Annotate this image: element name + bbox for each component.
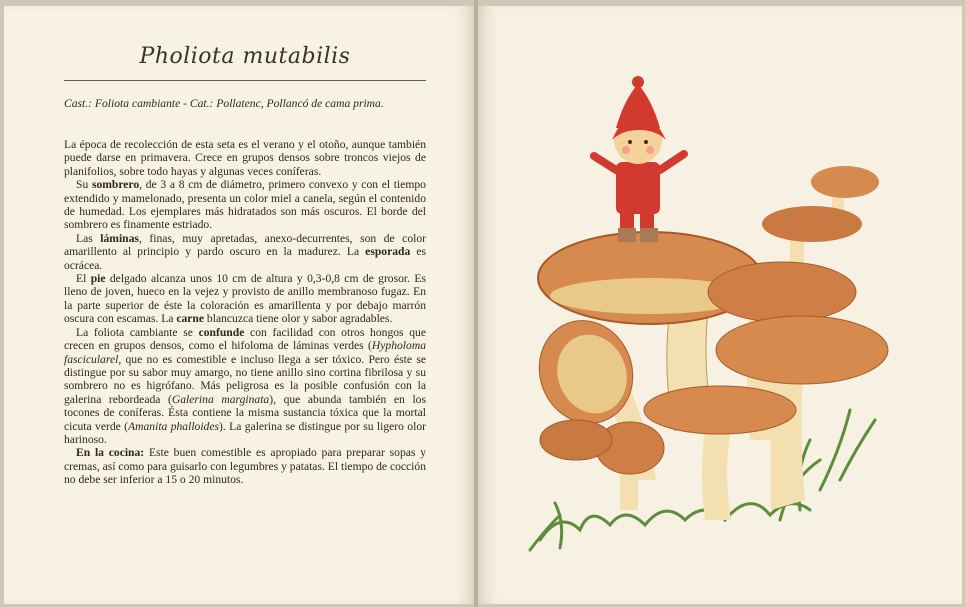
title-divider [64,80,426,81]
text-run: , de 3 a 8 cm de diámetro, primero convexo y con el tiempo extendido y mamelonado, presenta un color miel a canela, según el contenido de humedad. Los ejemplares más hidratados son más oscuros. El borde del sombrero es finamente estriado. [64,178,426,232]
text-run: Su [76,178,92,192]
bold-term: láminas [100,231,139,245]
text-run: delgado alcanza unos 10 cm de altura y 0,3-0,8 cm de grosor. Es lleno de joven, hueco en la vejez y provisto de anillo membranoso fugaz. En la parte superior de éste la coloración es amarillenta y por debajo marrón oscura con escamas. La [64,272,426,326]
body-paragraph [64,272,426,326]
text-run: Este buen comestible es apropiado para preparar sopas y cremas, así como para guisarlo con legumbres y patatas. El tiempo de cocción no debe ser inferior a 15 o 20 minutos. [64,446,426,487]
body-paragraph [64,326,426,447]
bold-term: carne [176,312,205,326]
description-text [64,138,426,487]
bold-term: En la cocina: [76,446,145,460]
common-names: Cast.: Foliota cambiante - Cat.: Pollatenc, Pollancó de cama prima. [64,97,384,110]
text-run: , finas, muy apretadas, anexo-decurrentes, son de color amarillento al principio y pardo oscuro en la madurez. La [64,231,426,259]
body-paragraph [64,232,426,272]
bold-term: esporada [365,245,411,259]
mushroom-gnome-illustration [520,60,900,570]
body-paragraph [64,446,426,486]
text-run: Las [76,231,101,245]
text-run: , que no es comestible e incluso llega a ser tóxico. Pero éste se distingue por su sabor muy amargo, no tiene anillo sino cortina fibrilosa y su sombrero no es higrófano. Más peligrosa es la posible confusión con la galerina rebordeada ( [64,352,426,406]
text-run: con facilidad con otros hongos que crecen en grupos densos, como el hifoloma de láminas verdes ( [64,325,426,353]
text-run: blancuzca tiene olor y sabor agradables. [204,312,393,326]
italic-term: Galerina marginata [171,392,270,406]
text-run: La foliota cambiante se [76,325,199,339]
body-paragraph [64,138,426,178]
bold-term: confunde [198,325,245,339]
text-run: ), que abunda también en los tocones de coníferas. Ésta contiene la misma sustancia tóxica que la mortal cicuta verde ( [64,392,426,433]
text-run: es ocrácea. [64,245,426,272]
gnome-figure [594,76,684,242]
italic-term: Hypholoma fascicularel [64,339,426,366]
text-run: ). La galerina se distingue por su ligero olor harinoso. [64,419,426,446]
italic-term: Amanita phalloides [128,419,220,433]
bold-term: sombrero [91,178,140,192]
bold-term: pie [90,272,106,286]
text-run: La época de recolección de esta seta es el verano y el otoño, aunque también puede darse en primavera. Crece en grupos densos sobre troncos viejos de planifolios, sobre todo hayas y algunas veces coníferas. [64,138,426,178]
page-title: Pholiota mutabilis [139,44,351,69]
body-paragraph [64,178,426,232]
text-run: El [76,272,91,286]
